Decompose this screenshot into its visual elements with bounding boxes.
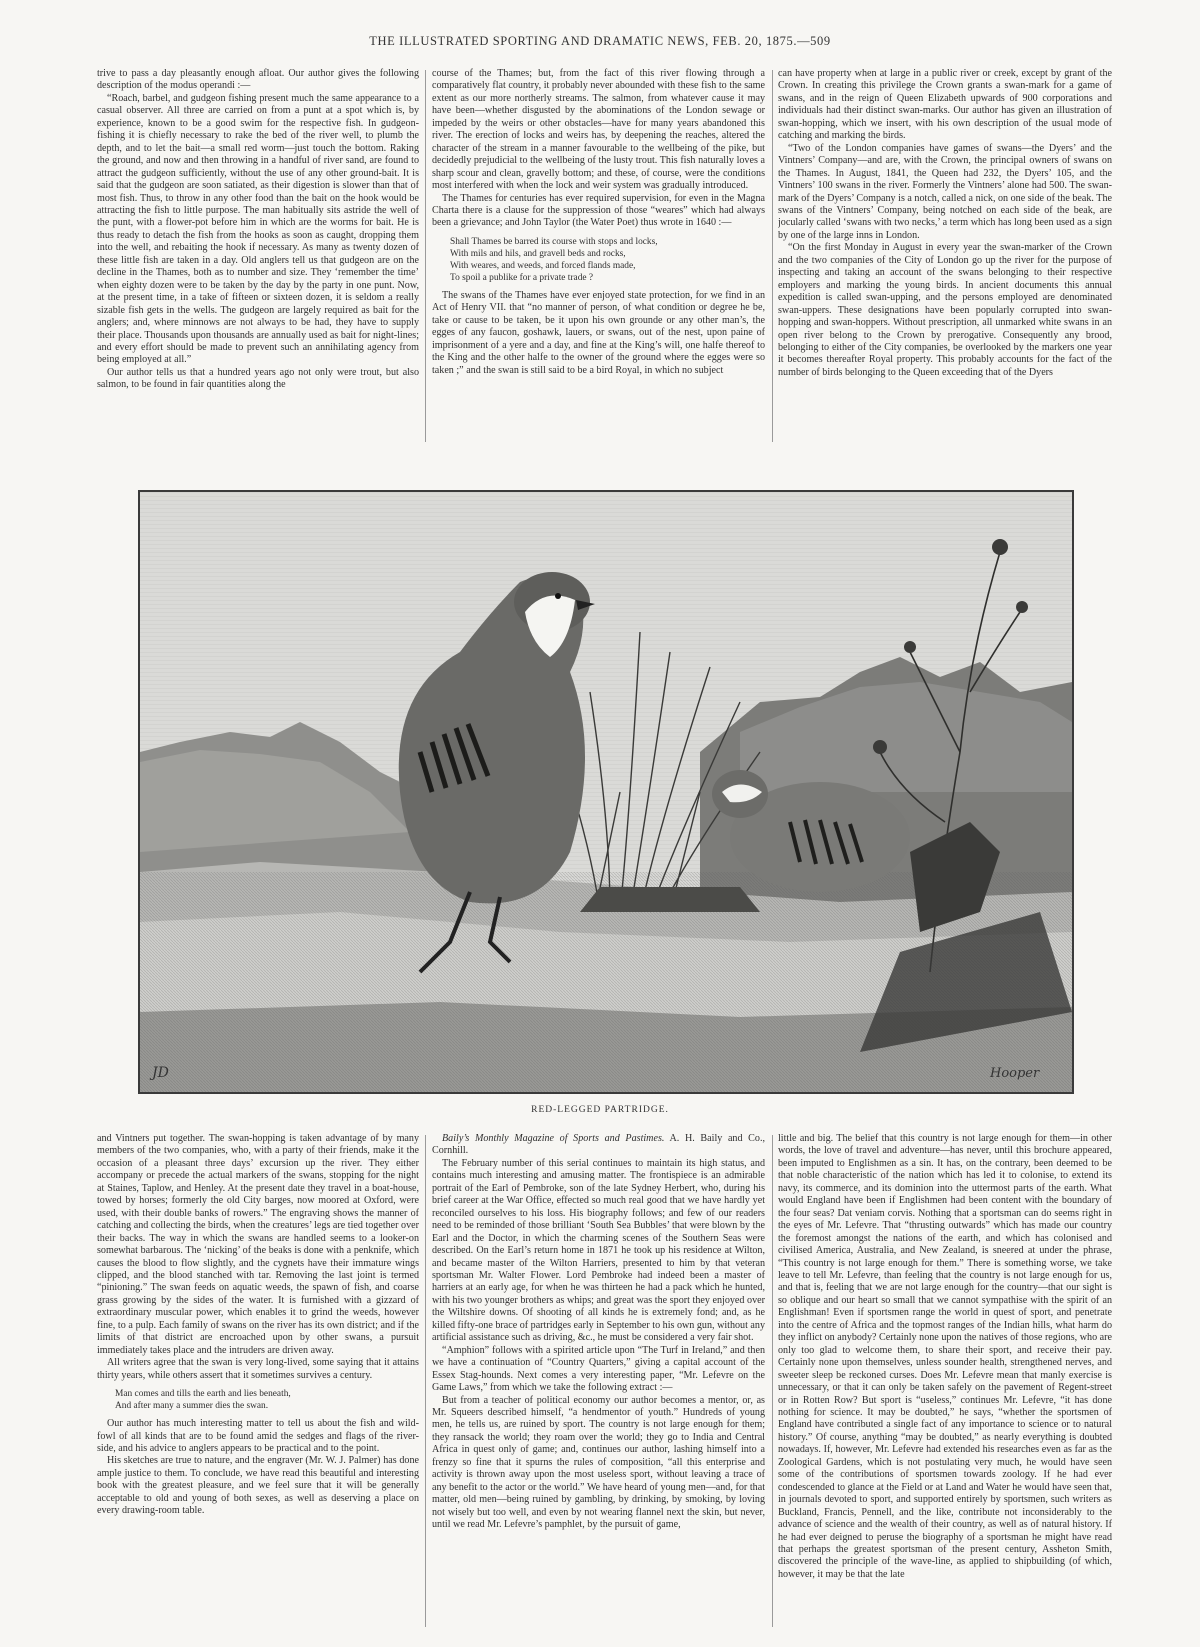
verse-line: Man comes and tills the earth and lies beneath, (115, 1389, 291, 1400)
paragraph: “Amphion” follows with a spirited article upon “The Turf in Ireland,” and then we have a continuation of “Country Quarters,” giving a capital account of the Essex Stag-hounds. Next comes a very interesting paper, “Mr. Lefevre on the Game Laws,” from which we take the following extract :— (432, 1344, 765, 1394)
paragraph: “Roach, barbel, and gudgeon fishing present much the same appearance to a casual observer. All three are carried on from a punt at a spot which is, by experience, known to be a good swim for the respective fish. In gudgeon-fishing it is chiefly necessary to rake the bed of the river well, to plumb the depth, and to let the bait—a small red worm—just touch the bottom. Raking the ground, and now and then throwing in a handful of river sand, are found to attract the gudgeon sufficiently, without the use of any other ground-bait. It is said that the gudgeon are soon satiated, as their digestion is slower than that of most fish. Thus, to throw in any other food than the bait on the hook would be attracting the fish to little purpose. The man habitually sits astride the well of the punt, with a flower-pot before him in which are the worms for bait. He is thus ready to detach the fish from the hooks as soon as caught, dropping them into the well, and rebaiting the hook if necessary. As many as twenty dozen of these little fish are taken in a day. Old anglers tell us that gudgeon are on the decline in the Thames, both as to number and size. They ‘remember the time’ when eighty dozen were to be taken by the day by the party in one punt. Now, at the present time, in a take of fifteen or sixteen dozen, it is seldom a really sizable fish gets in the wells. The gudgeon are largely required as bait for the anglers; and, where minnows are not always to be had, they have to supply their place. Thousands upon thousands are annually used as bait for night-lines; and every effort should be made to prevent such an annihilating agency from being employed at all.” (97, 92, 419, 366)
column-rule (772, 1135, 773, 1627)
paragraph: All writers agree that the swan is very long-lived, some saying that it attains thirty years, while others assert that it sometimes survives a century. (97, 1357, 419, 1381)
column-rule (425, 70, 426, 442)
paragraph: His sketches are true to nature, and the engraver (Mr. W. J. Palmer) has done ample justice to them. To conclude, we have read this beautiful and interesting book with the greatest pleasure, and we feel sure that it will be generally acceptable to old and young of both sexes, as well as deserving a place on every drawing-room table. (97, 1455, 419, 1517)
verse-quote (115, 1388, 419, 1412)
engraver-signature: Hooper (990, 1066, 1040, 1081)
verse-line: With mils and hils, and gravell beds and rocks, (450, 248, 626, 259)
partridge-engraving (138, 490, 1074, 1094)
figure-caption: RED-LEGGED PARTRIDGE. (531, 1105, 669, 1115)
top-column-1 (97, 68, 419, 444)
paragraph: The February number of this serial continues to maintain its high status, and contains much interesting and amusing matter. The frontispiece is an admirable portrait of the Earl of Pembroke, son of the late Sydney Herbert, who, during his brief career at the War Office, effected so much real good that we have hardly yet reconciled ourselves to his loss. His biography follows; and few of our readers need to be reminded of those brilliant ‘South Sea Bubbles’ that were blown by the Earl and the Doctor, in which the charming scenes of the Southern Seas were described. On the Earl’s return home in 1871 he took up his residence at Wilton, and became master of the Wilton Harriers, presented to him by that veteran sportsman Mr. Walter Flower. Lord Pembroke had indeed been a master of harriers at an early age, for when he was thirteen he had a pack which he hunted, with his two younger brothers as whips; and great was the sport they enjoyed over the Wiltshire downs. Of shooting of all kinds he is extremely fond; and, as he killed fifty-one brace of partridges early in September to his own gun, without any artificial assistance such as driving, &c., he must be considered a very fair shot. (432, 1157, 765, 1344)
paragraph: But from a teacher of political economy our author becomes a mentor, or, as Mr. Squeers described himself, “a hendmentor of youth.” Hundreds of young men, he tells us, are ruined by sport. The country is not large enough for them; they ransack the world; they roam over the world; they go to India and Central Africa in quest only of game; and, continues our author, lashing himself into a frenzy so fine that it spurns the rules of composition, “all this enterprise and activity is thrown away upon the most useless sport, without leaving a trace of any benefit to the actor or the world.” We have heard of young men—and, for that matter, old men—being ruined by gambling, by drinking, by smoking, by loving not wisely but too well, and even by not wearing flannel next the skin, but never, until we read Mr. Lefevre’s pamphlet, by the pursuit of game, (432, 1394, 765, 1531)
engraving-monogram: JD (152, 1065, 169, 1081)
paragraph: “Two of the London companies have games of swans—the Dyers’ and the Vintners’ Company—and are, with the Crown, the principal owners of swans on the Thames. In August, 1841, the Queen had 232, the Dyers’ 105, and the Vintners’ 100 swans in the river. Formerly the Vintners’ alone had 500. The swan-mark of the Dyers’ Company is a notch, called a nick, on one side of the beak. The swans of the Vintners’ Company, being notched on each side of the beak, are jocularly called ‘swans with two necks,’ a term which has long been used as a sign by one of the large inns in London. (778, 142, 1112, 241)
column-rule (772, 70, 773, 442)
paragraph: course of the Thames; but, from the fact of this river flowing through a comparatively flat country, it probably never abounded with these fish to the same extent as our more northerly streams. The salmon, from whatever cause it may have been—whether disgusted by the abominations of the London sewage or impeded by the weirs or other obstacles—have for many years abandoned this river. The erection of locks and weirs has, by deepening the reaches, altered the character of the stream in a manner favourable to the wellbeing of the pike, but decidedly prejudicial to the wellbeing of the lusty trout. This fish naturally loves a sharp scour and clean, gravelly bottom; and these, of course, were the conditions most interfered with when the lock and weir system was gradually introduced. (432, 68, 765, 192)
bottom-column-3 (778, 1133, 1112, 1629)
bottom-column-1 (97, 1133, 419, 1629)
paragraph: can have property when at large in a public river or creek, except by grant of the Crown. In creating this privilege the Crown grants a swan-mark for a game of swans, and in the reign of Queen Elizabeth upwards of 900 corporations and individuals had their distinct swan-marks. Our author has given an illustration of swan-hopping, which we insert, with his own description of the usual mode of catching and marking the birds. (778, 68, 1112, 142)
top-column-3 (778, 68, 1112, 444)
engraving-art (140, 492, 1072, 1092)
paragraph: “On the first Monday in August in every year the swan-marker of the Crown and the two companies of the City of London go up the river for the purpose of inspecting and taking an account of the swans belonging to their respective employers and marking the young birds. In ancient documents this annual expedition is called swan-upping, and the persons employed are denominated swan-uppers. These designations have been popularly corrupted into swan-hopping and swan-hoppers. Without prescription, all unmarked white swans in an open river belong to the Crown by prerogative. Consequently any brood, belonging to either of the City companies, be overlooked by the markers one year it becomes thereafter Royal property. This probably accounts for the fact of the number of birds belonging to the Queen exceeding that of the Dyers (778, 242, 1112, 378)
review-publisher: A. H. Baily and Co., Cornhill. (432, 1133, 765, 1157)
masthead: THE ILLUSTRATED SPORTING AND DRAMATIC NEWS, FEB. 20, 1875.—509 (369, 34, 831, 48)
verse-line: To spoil a publike for a private trade ? (450, 272, 594, 283)
paragraph: trive to pass a day pleasantly enough afloat. Our author gives the following description of the modus operandi :— (97, 68, 419, 92)
column-rule (425, 1135, 426, 1627)
paragraph: The swans of the Thames have ever enjoyed state protection, for we find in an Act of Henry VII. that “no manner of person, of what condition or degree he be, take or cause to be taken, be it upon his own grounde or any other man’s, the egges of any faucon, goshawk, lauers, or swans, out of the nest, upon paine of imprisonment of a yere and a day, and fine at the King’s will, one halfe thereof to the King and the other halfe to the owner of the ground where the egges were so taken ;” and the swan is still said to be a bird Royal, in which no subject (432, 289, 765, 376)
paragraph: Our author tells us that a hundred years ago not only were trout, but also salmon, to be found in fair quantities along the (97, 366, 419, 391)
top-column-2 (432, 68, 765, 444)
paragraph: Our author has much interesting matter to tell us about the fish and wild-fowl of all kinds that are to be found amid the sedges and flags of the river-side, and his advice to anglers appears to be practical and to the point. (97, 1418, 419, 1454)
bottom-column-2 (432, 1133, 765, 1629)
verse-line: With weares, and weeds, and forced flands made, (450, 260, 636, 271)
verse-line: And after many a summer dies the swan. (115, 1401, 269, 1412)
paragraph: The Thames for centuries has ever required supervision, for even in the Magna Charta there is a clause for the suppression of those “weares” which had always been a grievance; and John Taylor (the Water Poet) thus wrote in 1640 :— (432, 192, 765, 229)
paragraph: little and big. The belief that this country is not large enough for them—in other words, the love of travel and adventure—has never, until this brochure appeared, been imputed to Englishmen as a sin. It has, on the contrary, been deemed to be that noble characteristic of the nation which has led it to colonise, to extend its navy, its commerce, and its dominion into the uttermost parts of the earth. What would England have been if Englishmen had been content with the boundary of the four seas? Dat veniam corvis. Nothing that a sportsman can do seems right in the eyes of Mr. Lefevre. That “thrusting outwards” which has made our country the foremost amongst the nations of the earth, and which has colonised and civilised America, Australia, and New Zealand, is sneered at under the phrase, “This country is not large enough for them.” There is something worse, we take leave to tell Mr. Lefevre, than feeling that the country is not large enough for us, and that is, feeling that we are not large enough for the country—that our sight is so oblique and our heart so small that we cannot sympathise with the spirit of an Englishman! Even if sportsmen range the world in quest of sport, and penetrate into the centre of Africa and the topmost ranges of the Indian hills, what harm do they inflict on anybody? Certainly none upon the natives of those regions, who are only too glad to welcome them, to share their sport, and receive their pay. Certainly none upon themselves, unless sounder health, strengthened nerves, and sweeter sleep be reckoned curses. Does Mr. Lefevre mean that manly exercise is unnecessary, or that it can only be taken safely on the pavement of Regent-street or in Rotten Row? But sport is “useless,” continues Mr. Lefevre, “it has done nothing for science. It may be doubted,” he says, “whether the sportsmen of England have contributed a single fact of any importance to science or to natural history.” Of course, anything “may be doubted,” as nearly everything is doubted nowadays. If, however, Mr. Lefevre had extended his researches even as far as the Zoological Gardens, which is not postulating very much, he would have seen some of the contributions of sportsmen towards zoology. If he had ever condescended to glance at the Field or at Land and Water he would have seen that, in journals devoted to sport, and supported entirely by sportsmen, such writers as Buckland, Francis, Pennell, and the like, contribute not inconsiderably to the advance of science and the wealth of their country, as well as of natural history. If he had ever deigned to peruse the biography of a sportsman he might have read that perhaps the greatest sportsman of the present century, Assheton Smith, discovered the principle of the wave-line, as applied to shipbuilding (of which, however, it may be that the late (778, 1133, 1112, 1580)
paragraph (432, 1133, 765, 1158)
verse-line: Shall Thames be barred its course with stops and locks, (450, 236, 658, 247)
paragraph: and Vintners put together. The swan-hopping is taken advantage of by many members of the two companies, who, with a party of their friends, make it the occasion of a pleasant three days’ excursion up the river. They either accompany or precede the actual markers of the swans, stopping for the night at Staines, Taplow, and Henley. At the present date they travel in a boat-house, towed by horses; formerly the old City barges, now moored at Oxford, were used, with their double banks of rowers.” The engraving shows the manner of catching and collecting the birds, when the creatures’ legs are tied together over their backs. The way in which the swans are handled seems to a looker-on somewhat barbarous. The ‘nicking’ of the beaks is done with a penknife, which causes the blood to flow slightly, and the cygnets have their immature wings clipped, and the blood stanched with tar. Removing the last joint is termed “pinioning.” The swan feeds on aquatic weeds, the spawn of fish, and coarse grass growing by the sides of the water. It is furnished with a gizzard of extraordinary muscular power, which enables it to grind the weeds, however fine, to a pulp. Each family of swans on the river has its own district; and if the limits of that district are encroached upon by other swans, a pursuit immediately takes place and the intruders are driven away. (97, 1133, 419, 1356)
verse-quote (450, 236, 765, 284)
review-title: Baily’s Monthly Magazine of Sports and Pastimes. (442, 1133, 665, 1144)
